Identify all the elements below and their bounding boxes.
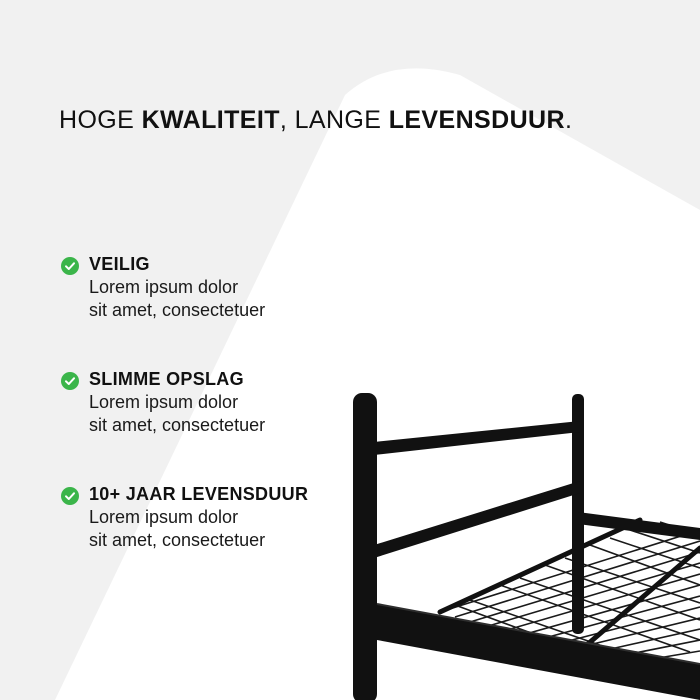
side-rail-back (578, 512, 700, 540)
headline: HOGE KWALITEIT, LANGE LEVENSDUUR. (59, 106, 573, 134)
front-left-post (353, 393, 377, 700)
metal-bed-frame-image (330, 380, 700, 700)
feature-description: Lorem ipsum dolor sit amet, consectetuer (89, 507, 266, 550)
feature-title: 10+ JAAR LEVENSDUUR (89, 484, 309, 504)
feature-description: Lorem ipsum dolor sit amet, consectetuer (89, 392, 266, 435)
check-circle-icon (61, 257, 79, 275)
check-circle-icon (61, 487, 79, 505)
check-circle-icon (61, 372, 79, 390)
feature-title: VEILIG (89, 254, 150, 274)
headboard-bars (374, 421, 580, 558)
feature-title: SLIMME OPSLAG (89, 369, 244, 389)
feature-description: Lorem ipsum dolor sit amet, consectetuer (89, 277, 266, 320)
feature-item (61, 254, 381, 324)
front-side-rail (377, 604, 700, 700)
